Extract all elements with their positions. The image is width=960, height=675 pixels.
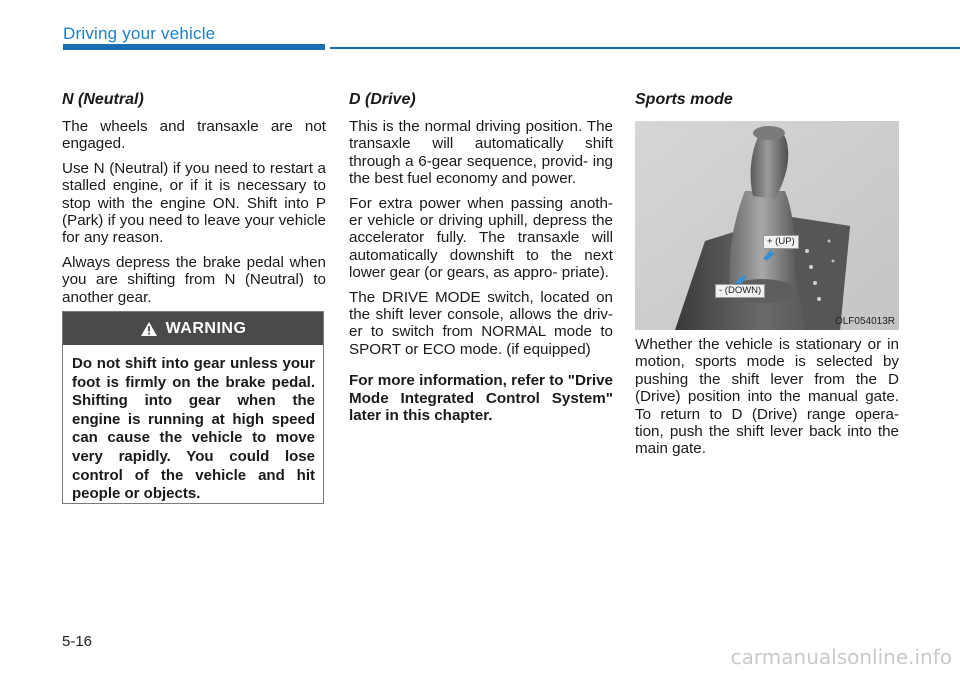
- sports-paragraph: Whether the vehicle is stationary or in motion, sports mode is selected by pushing the shift lever from the D (Drive) position into the manual gate. To return to D (Drive) range opera- tion, push the shift lever back into the main gate.: [635, 336, 899, 458]
- page-number: 5-16: [62, 633, 93, 650]
- figure-code: OLF054013R: [834, 316, 895, 327]
- warning-header: [63, 312, 323, 345]
- section-header-title: Driving your vehicle: [63, 24, 216, 43]
- sports-text-block: [635, 336, 899, 465]
- neutral-heading: N (Neutral): [62, 91, 144, 108]
- header-rule-thick: [63, 44, 325, 50]
- column-drive: [349, 90, 613, 432]
- neutral-paragraph: Use N (Neutral) if you need to restart a stalled engine, or if it is necessary to stop with the engine ON. Shift into P (Park) if you need to leave your vehicle for any reason.: [62, 159, 326, 247]
- header-rule-thin: [330, 47, 960, 49]
- shift-down-label: - (DOWN): [715, 284, 765, 298]
- drive-paragraph: The DRIVE MODE switch, located on the shift lever console, allows the driv- er to switch from NORMAL mode to SPORT or ECO mode. (if equipped): [349, 288, 613, 358]
- watermark: carmanualsonline.info: [730, 645, 952, 669]
- neutral-paragraph: Always depress the brake pedal when you are shifting from N (Neutral) to another gear.: [62, 253, 326, 306]
- drive-paragraph: This is the normal driving position. The transaxle will automatically shift through a 6-gear sequence, provid- ing the best fuel economy and power.: [349, 118, 613, 188]
- drive-paragraph: For extra power when passing anoth- er vehicle or driving uphill, depress the accelerator fully. The transaxle will automatically downshift to the next lower gear (or gears, as appro- priate).: [349, 194, 613, 282]
- warning-box: [62, 311, 324, 504]
- warning-triangle-icon: [140, 321, 158, 337]
- neutral-paragraph: The wheels and transaxle are not engaged.: [62, 118, 326, 153]
- column-neutral: [62, 90, 326, 313]
- column-sports-mode: [635, 90, 899, 118]
- drive-heading: D (Drive): [349, 91, 416, 108]
- shift-up-label: + (UP): [763, 235, 799, 249]
- drive-reference-note: For more information, refer to "Drive Mode Integrated Control System" later in this chapter.: [349, 372, 613, 425]
- shift-lever-photo: [635, 121, 899, 330]
- sports-heading: Sports mode: [635, 91, 733, 108]
- shift-lever-illustration: [635, 121, 899, 330]
- warning-title: WARNING: [165, 319, 247, 337]
- warning-text: Do not shift into gear unless your foot is firmly on the brake pedal. Shifting into gear when the engine is running at high speed can cause the vehicle to move very rapidly. You could lose control of the vehicle and hit people or objects.: [72, 355, 315, 503]
